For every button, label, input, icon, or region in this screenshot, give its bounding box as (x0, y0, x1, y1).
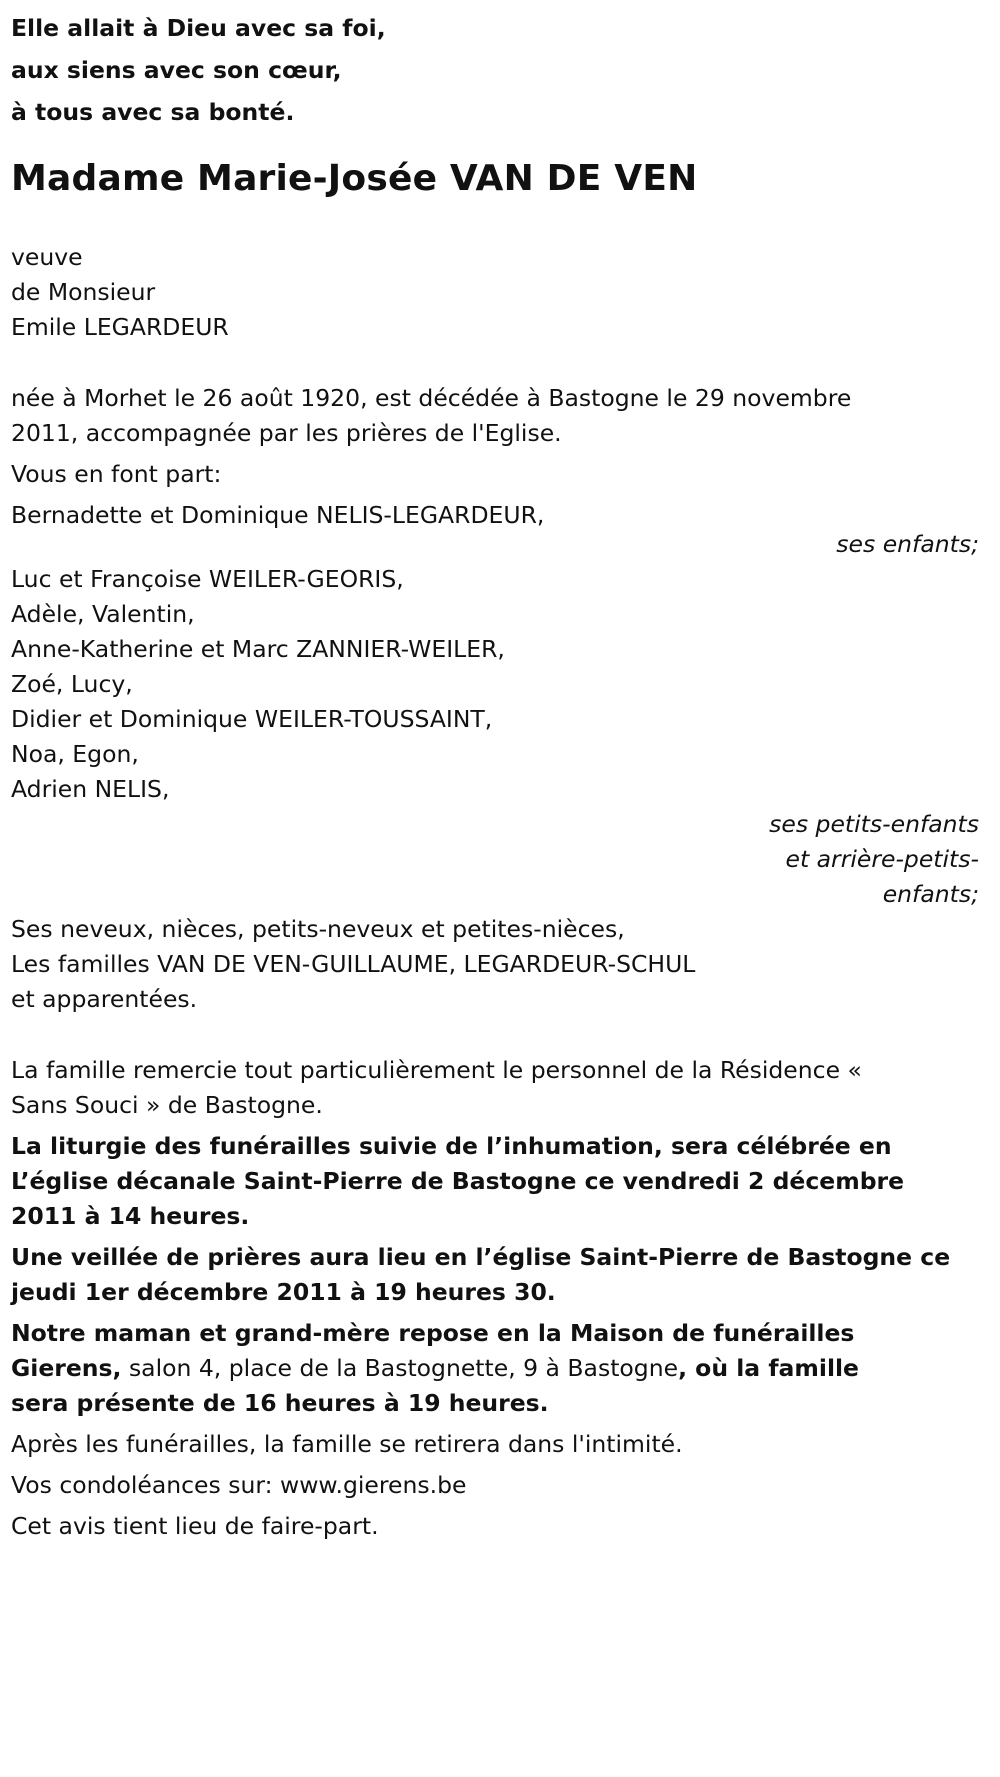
role-line: enfants; (882, 880, 979, 908)
notice-line: Cet avis tient lieu de faire-part. (11, 1512, 379, 1540)
grandchildren-block (11, 562, 980, 912)
child-names: Bernadette et Dominique NELIS-LEGARDEUR, (11, 501, 545, 529)
grandchild-line: Zoé, Lucy, (11, 670, 133, 698)
rest-line-end: , où la famille (678, 1354, 859, 1382)
deceased-name: Madame Marie-Josée VAN DE VEN (11, 158, 698, 199)
spouse-line: de Monsieur (11, 278, 156, 306)
spouse-block (11, 240, 980, 345)
announce-intro: Vous en font part: (11, 460, 222, 488)
rest-line (11, 1351, 980, 1386)
rest-line: Notre maman et grand-mère repose en la Maison de funérailles (11, 1319, 855, 1347)
grandchild-line: Didier et Dominique WEILER-TOUSSAINT, (11, 705, 493, 733)
after-funeral: Après les funérailles, la famille se retirera dans l'intimité. (11, 1430, 683, 1458)
role-line: ses petits-enfants (769, 810, 979, 838)
birth-death-line: née à Morhet le 26 août 1920, est décédée à Bastogne le 29 novembre (11, 384, 852, 412)
vigil-block (11, 1240, 980, 1310)
motto (11, 7, 980, 133)
relatives-line: Les familles VAN DE VEN-GUILLAUME, LEGARDEUR-SCHUL (11, 950, 696, 978)
funeral-line: L’église décanale Saint-Pierre de Bastogne ce vendredi 2 décembre (11, 1167, 905, 1195)
grandchild-line: Luc et Françoise WEILER-GEORIS, (11, 565, 404, 593)
funeral-home-name: Gierens, (11, 1354, 122, 1382)
funeral-line: 2011 à 14 heures. (11, 1202, 250, 1230)
thanks-block (11, 1053, 980, 1123)
thanks-line: Sans Souci » de Bastogne. (11, 1091, 323, 1119)
grandchild-line: Adèle, Valentin, (11, 600, 195, 628)
rest-block (11, 1316, 980, 1421)
motto-line: aux siens avec son cœur, (11, 56, 342, 84)
grandchild-line: Anne-Katherine et Marc ZANNIER-WEILER, (11, 635, 505, 663)
grandchildren-role (11, 807, 979, 912)
grandchild-line: Noa, Egon, (11, 740, 139, 768)
motto-line: Elle allait à Dieu avec sa foi, (11, 14, 386, 42)
funeral-block (11, 1129, 980, 1234)
vigil-line: Une veillée de prières aura lieu en l’église Saint-Pierre de Bastogne ce (11, 1243, 951, 1271)
funeral-home-address: salon 4, place de la Bastognette, 9 à Bastogne (121, 1354, 679, 1382)
rest-line: sera présente de 16 heures à 19 heures. (11, 1389, 549, 1417)
relatives-line: et apparentées. (11, 985, 198, 1013)
obituary-notice (0, 7, 980, 1544)
relatives-block (11, 912, 980, 1017)
vigil-line: jeudi 1er décembre 2011 à 19 heures 30. (11, 1278, 556, 1306)
funeral-line: La liturgie des funérailles suivie de l’inhumation, sera célébrée en (11, 1132, 892, 1160)
children-role: ses enfants; (836, 530, 979, 558)
birth-death-line: 2011, accompagnée par les prières de l'Eglise. (11, 419, 562, 447)
birth-death (11, 381, 980, 451)
spouse-line: Emile LEGARDEUR (11, 313, 229, 341)
relatives-line: Ses neveux, nièces, petits-neveux et petites-nièces, (11, 915, 625, 943)
motto-line: à tous avec sa bonté. (11, 98, 295, 126)
role-line: et arrière-petits- (785, 845, 979, 873)
thanks-line: La famille remercie tout particulièrement le personnel de la Résidence « (11, 1056, 862, 1084)
spouse-line: veuve (11, 243, 83, 271)
grandchild-line: Adrien NELIS, (11, 775, 170, 803)
children-block (11, 498, 980, 562)
condolences: Vos condoléances sur: www.gierens.be (11, 1471, 467, 1499)
